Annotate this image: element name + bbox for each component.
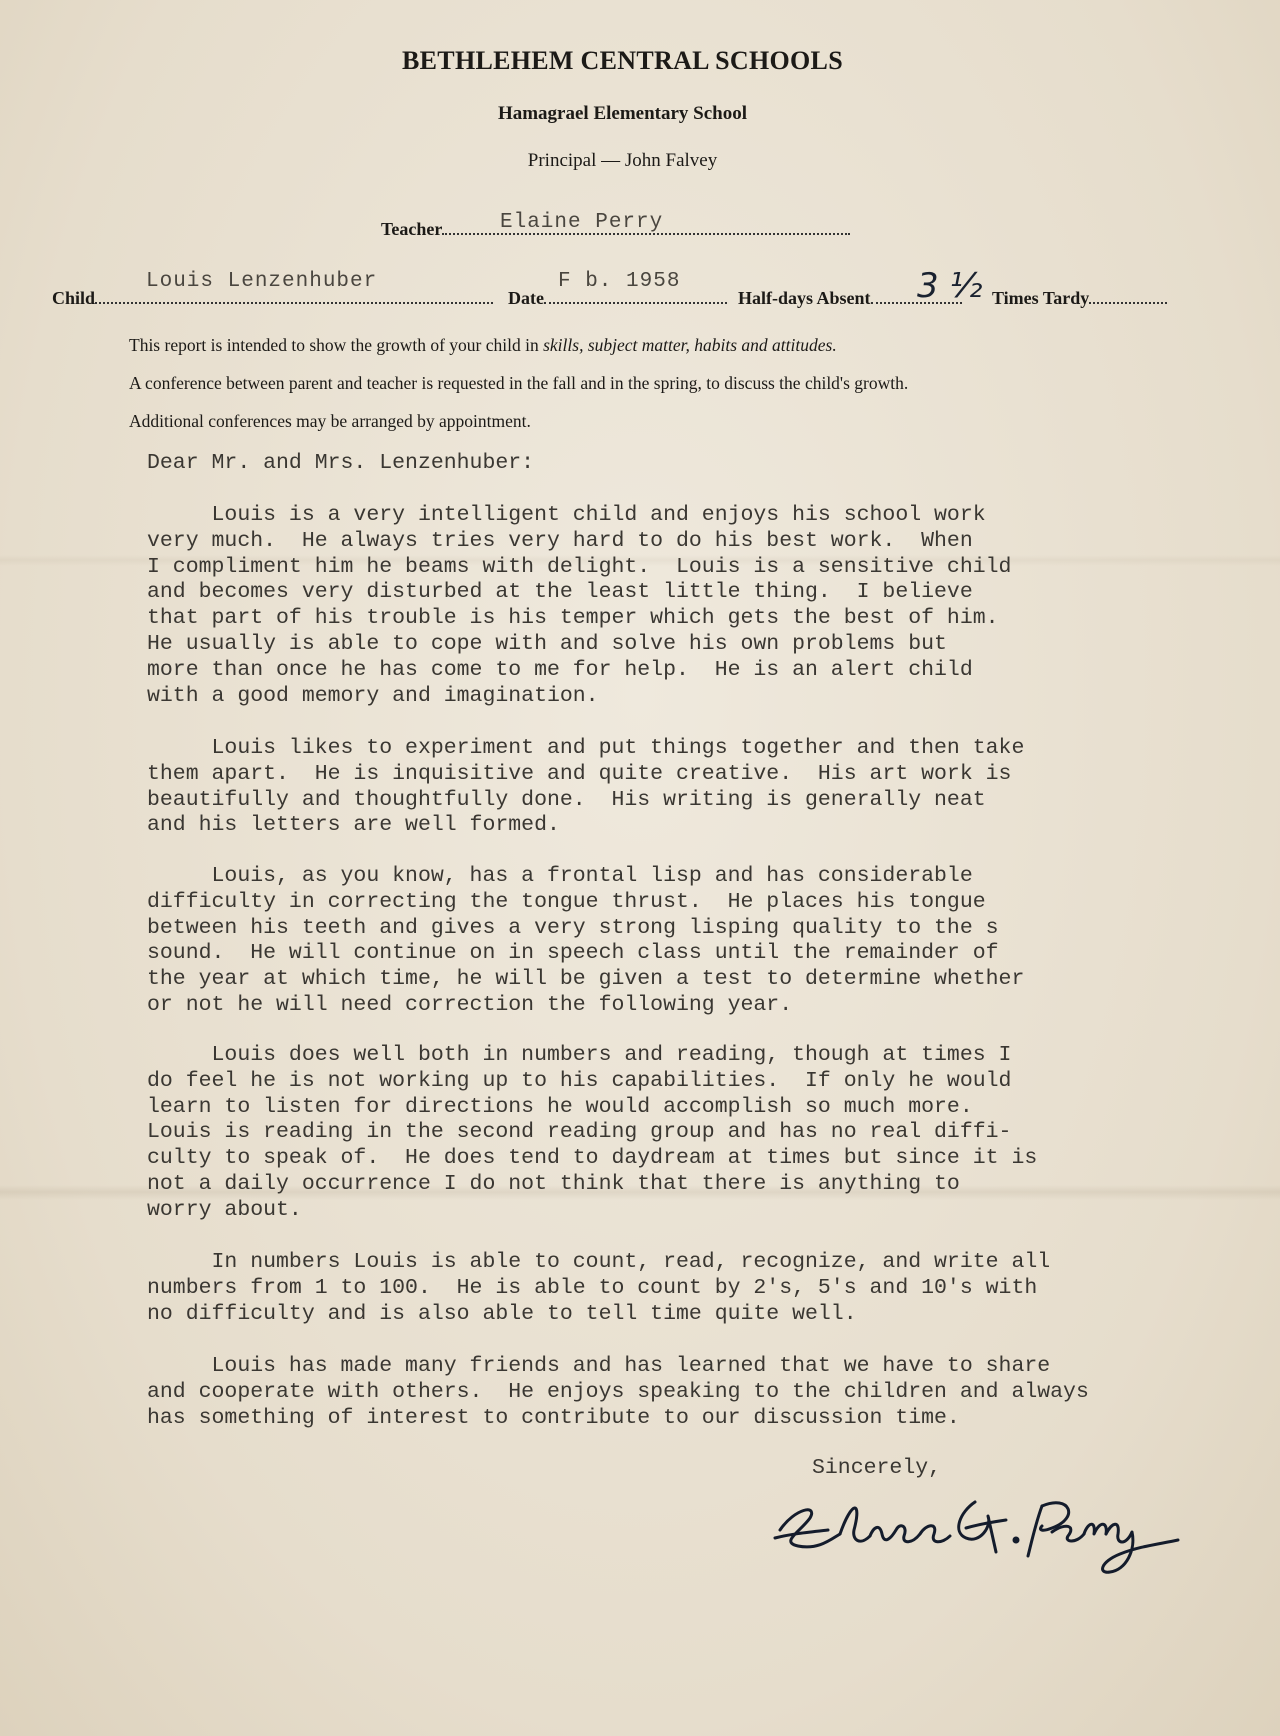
info-line-1-italic: skills, subject matter, habits and attitudes. — [543, 335, 837, 355]
paragraph-4: Louis does well both in numbers and reading, though at times I do feel he is not working up to his capabilities. If only he would learn to listen for directions he would accomplish so much more. Louis is reading in the second reading group and has no real diffi- culty to speak of. He does tend to daydream at times but since it is not a daily occurrence I do not think that there is anything to worry about. — [147, 1043, 1038, 1222]
teacher-value: Elaine Perry — [500, 211, 664, 234]
principal-line: Principal — John Falvey — [527, 150, 718, 171]
tardy-field — [992, 286, 1167, 309]
date-label: Date — [508, 288, 544, 308]
tardy-label: Times Tardy — [992, 288, 1090, 308]
paragraph-2: Louis likes to experiment and put things together and then take them apart. He is inquisitive and quite creative. His art work is beautifully and thoughtfully done. His writing is generally neat and his letters are well formed. — [147, 736, 1025, 838]
absent-label: Half-days Absent — [738, 288, 871, 308]
info-line-2: A conference between parent and teacher is requested in the fall and in the spring, to discuss the child's growth. — [129, 373, 909, 393]
signature — [770, 1460, 1190, 1580]
school-name: Hamagrael Elementary School — [497, 103, 748, 124]
paragraph-1: Louis is a very intelligent child and enjoys his school work very much. He always tries very hard to do his best work. When I compliment him he beams with delight. Louis is a sensitive child and becomes very disturbed at the least little thing. I believe that part of his trouble is his temper which gets the best of him. He usually is able to cope with and solve his own problems but more than once he has come to me for help. He is an alert child with a good memory and imagination. — [147, 503, 1012, 708]
paragraph-5: In numbers Louis is able to count, read, recognize, and write all numbers from 1 to 100. He is able to count by 2's, 5's and 10's with no difficulty and is also able to tell time quite well. — [147, 1250, 1051, 1326]
child-label: Child — [52, 288, 96, 308]
info-line-1: This report is intended to show the growth of your child in skills, subject matter, habits and attitudes. — [129, 335, 837, 355]
paragraph-3: Louis, as you know, has a frontal lisp and has considerable difficulty in correcting the tongue thrust. He places his tongue between his teeth and gives a very strong lisping quality to the s sound. He will continue on in speech class until the remainder of the year at which time, he will be given a test to determine whether or not he will need correction the following year. — [147, 864, 1025, 1017]
salutation: Dear Mr. and Mrs. Lenzenhuber: — [147, 451, 535, 475]
info-line-3: Additional conferences may be arranged by appointment. — [129, 411, 531, 431]
teacher-label: Teacher — [381, 219, 443, 239]
absent-value: 3 ½ — [917, 266, 983, 306]
date-value: F b. 1958 — [558, 270, 681, 293]
closing: Sincerely, — [812, 1456, 942, 1480]
district-title: BETHLEHEM CENTRAL SCHOOLS — [402, 46, 843, 75]
child-value: Louis Lenzenhuber — [146, 270, 378, 293]
paragraph-6: Louis has made many friends and has learned that we have to share and cooperate with others. He enjoys speaking to the children and always has something of interest to contribute to our discussion time. — [147, 1354, 1089, 1430]
